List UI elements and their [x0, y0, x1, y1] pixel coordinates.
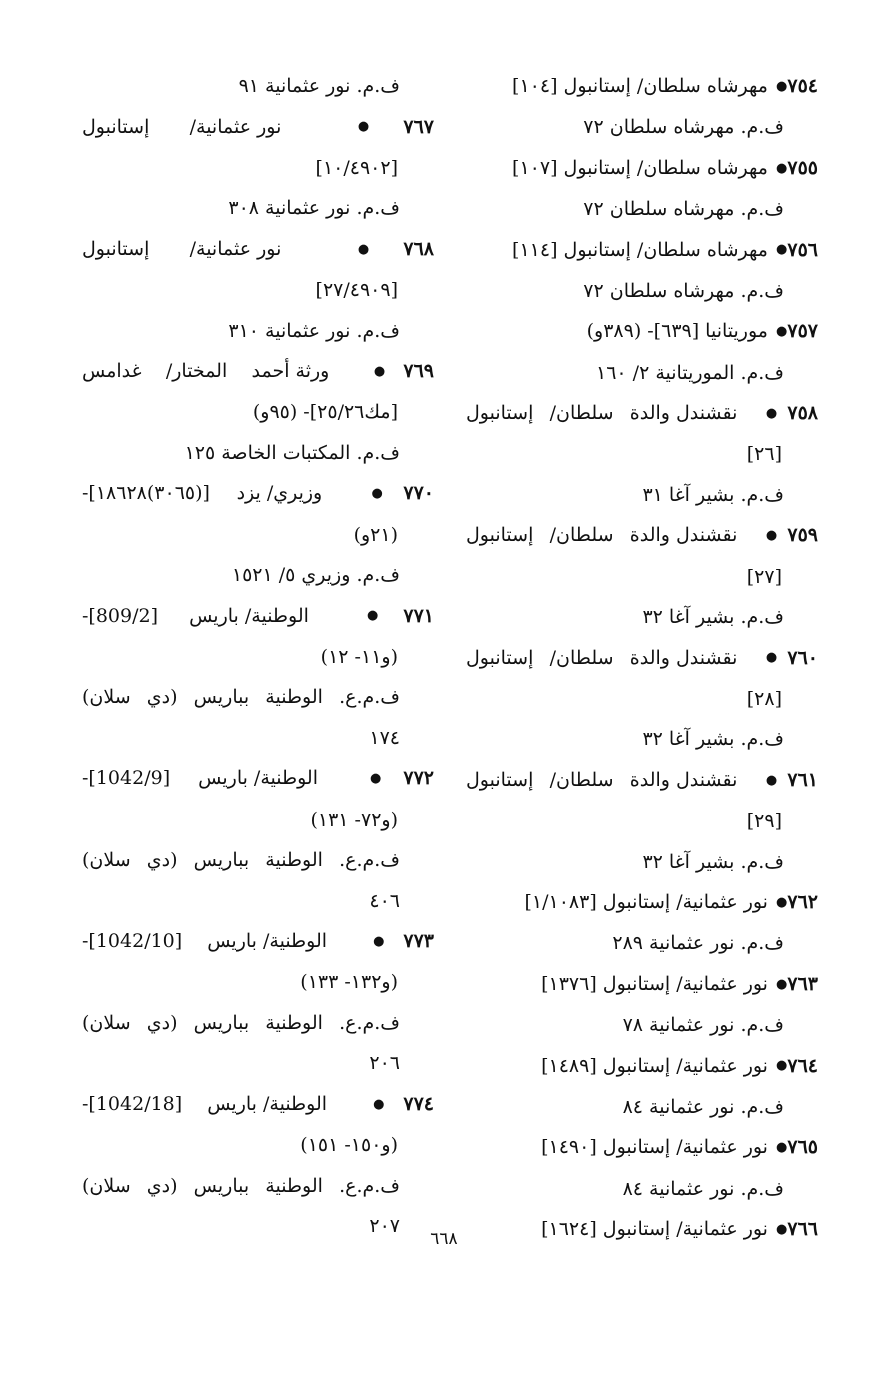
- source-line: ف.م.ع. الوطنية بباريس (دي سلان): [82, 1011, 400, 1034]
- catalog-entry: [82, 758, 434, 921]
- source-line: ف.م. بشير آغا ٣٢: [642, 606, 784, 628]
- source-line: ف.م. نور عثمانية ٨٤: [622, 1095, 784, 1118]
- bullet-icon: ●: [755, 650, 788, 666]
- entry-number: ٧٦٤: [787, 1054, 818, 1077]
- catalog-entry: [466, 638, 818, 760]
- catalog-entry: [82, 107, 434, 229]
- entry-title: الوطنية/ باريس [809/2]-: [82, 604, 309, 627]
- entry-title: وزيري/ يزد [(٣٠٦٥)١٨٦٢٨]-: [82, 482, 323, 505]
- entry-heading: [466, 964, 818, 1005]
- entry-heading: [466, 760, 818, 801]
- catalog-entry: [82, 66, 434, 107]
- catalog-entry: [466, 1127, 818, 1209]
- entry-number: ٧٥٨: [787, 402, 819, 424]
- entry-continuation: [٢٨]: [746, 687, 782, 710]
- entry-title: ورثة أحمد المختار/ غدامس: [82, 360, 330, 382]
- entry-continuation: [١٠/٤٩٠٢]: [315, 156, 398, 179]
- entry-heading: [466, 1046, 818, 1087]
- entry-title: الوطنية/ باريس [1042/9]-: [82, 767, 318, 790]
- bullet-icon: ●: [342, 608, 404, 624]
- entry-continuation: (و٧٢- ١٣١): [310, 808, 398, 831]
- entry-number: ٧٦٠: [787, 646, 819, 669]
- entry-continuation: (٢١و): [353, 523, 398, 546]
- entry-title: نقشندل والدة سلطان/ إستانبول: [466, 402, 738, 424]
- entry-number: ٧٦٥: [787, 1136, 818, 1159]
- entry-source: [466, 189, 818, 230]
- catalog-entry: [82, 229, 434, 351]
- entry-source: [466, 1169, 818, 1210]
- right-column: [466, 66, 818, 1250]
- entry-continuation: [مك٢٥/٢٦]- (٩٥و): [252, 401, 398, 424]
- entry-heading: [82, 1084, 434, 1125]
- entry-title: نقشندل والدة سلطان/ إستانبول: [466, 768, 738, 791]
- catalog-entry: [466, 964, 818, 1046]
- catalog-entry: [82, 351, 434, 473]
- entry-number: ٧٧٢: [403, 767, 434, 790]
- entry-continuation: [٢٩]: [746, 810, 782, 832]
- bullet-icon: ●: [776, 1058, 788, 1074]
- bullet-icon: ●: [354, 933, 404, 949]
- bullet-icon: ●: [755, 772, 788, 788]
- entry-title: نور عثمانية/ إستانبول [١٦٢٤]: [541, 1218, 768, 1240]
- bullet-icon: ●: [776, 242, 788, 258]
- entry-number: ٧٦٨: [403, 237, 434, 260]
- entry-title: نور عثمانية/ إستانبول [١٤٨٩]: [541, 1054, 768, 1077]
- entry-heading: [466, 311, 818, 352]
- entry-heading: [466, 882, 818, 923]
- source-line: ف.م. نور عثمانية ٨٤: [622, 1177, 784, 1200]
- catalog-entry: [466, 515, 818, 637]
- bullet-icon: ●: [776, 1221, 788, 1237]
- entry-title: نور عثمانية/ إستانبول: [82, 237, 282, 260]
- source-line: ف.م. بشير آغا ٣٢: [642, 728, 784, 751]
- entry-heading: [466, 148, 818, 189]
- entry-continuation: [٢٧]: [746, 565, 782, 588]
- entry-title: نور عثمانية/ إستانبول [١٣٧٦]: [541, 972, 768, 995]
- entry-title: مهرشاه سلطان/ إستانبول [١٠٤]: [512, 75, 768, 97]
- source-line: ف.م. نور عثمانية ٧٨: [622, 1014, 784, 1036]
- entry-source: [466, 842, 818, 883]
- entry-source: [82, 840, 434, 921]
- entry-continuation: (و١٣٢- ١٣٣): [300, 971, 398, 994]
- entry-number: ٧٧٤: [403, 1092, 434, 1115]
- entry-number: ٧٦٩: [403, 360, 434, 382]
- source-line: ف.م. مهرشاه سلطان ٧٢: [583, 198, 784, 220]
- entry-title: الوطنية/ باريس [1042/10]-: [82, 930, 328, 952]
- bullet-icon: ●: [776, 78, 788, 94]
- source-line: ف.م. المكتبات الخاصة ١٢٥: [184, 441, 400, 464]
- bullet-icon: ●: [355, 363, 404, 379]
- entry-heading: [466, 230, 818, 271]
- entry-title: نور عثمانية/ إستانبول: [82, 115, 282, 138]
- source-line: ف.م.ع. الوطنية بباريس (دي سلان): [82, 849, 400, 871]
- entry-source: [82, 555, 434, 596]
- source-line: ف.م. نور عثمانية ٣١٠: [228, 319, 400, 342]
- bullet-icon: ●: [776, 894, 788, 910]
- entry-source: [466, 353, 818, 394]
- entry-source: [82, 311, 434, 352]
- source-line: ف.م. بشير آغا ٣٢: [642, 850, 784, 873]
- bullet-icon: ●: [755, 528, 788, 543]
- catalog-entry: [466, 311, 818, 393]
- entry-continuation: [٢٦]: [746, 443, 782, 466]
- bullet-icon: ●: [776, 160, 788, 176]
- entry-heading: [82, 921, 434, 962]
- entry-heading: [82, 473, 434, 514]
- entry-source: [82, 188, 434, 229]
- entry-source: [466, 597, 818, 638]
- entry-source: [82, 1003, 434, 1084]
- entry-heading: [466, 638, 818, 679]
- entry-source: [466, 475, 818, 516]
- source-line: ف.م. نور عثمانية ٩١: [238, 75, 400, 97]
- entry-number: ٧٥٤: [787, 75, 818, 97]
- entry-heading: [466, 1127, 818, 1168]
- entry-source: [82, 677, 434, 758]
- source-line: ف.م.ع. الوطنية بباريس (دي سلان): [82, 686, 400, 709]
- entry-number: ٧٥٥: [787, 156, 818, 179]
- entry-number: ٧٦٧: [403, 115, 434, 138]
- entry-title: نور عثمانية/ إستانبول [١٤٩٠]: [541, 1136, 768, 1159]
- bullet-icon: ●: [755, 405, 788, 421]
- entry-number: ٧٦٦: [787, 1218, 818, 1240]
- entry-title: الوطنية/ باريس [1042/18]-: [82, 1092, 328, 1115]
- source-line: ٢٠٦: [369, 1052, 400, 1075]
- bullet-icon: ●: [776, 324, 788, 339]
- source-line: ف.م. وزيري ٥/ ١٥٢١: [231, 564, 400, 586]
- catalog-entry: [82, 1084, 434, 1247]
- entry-title: نقشندل والدة سلطان/ إستانبول: [466, 646, 738, 669]
- entry-source: [466, 271, 818, 312]
- source-line: ٤٠٦: [369, 889, 400, 912]
- entry-number: ٧٧١: [403, 604, 434, 627]
- entry-heading: [82, 351, 434, 392]
- entry-continuation: (و١٥٠- ١٥١): [300, 1134, 398, 1156]
- entry-heading: [466, 393, 818, 434]
- entry-heading: [82, 596, 434, 637]
- entry-source: [466, 719, 818, 760]
- catalog-entry: [466, 882, 818, 964]
- entry-number: ٧٧٣: [403, 930, 434, 952]
- entry-title: مهرشاه سلطان/ إستانبول [١٠٧]: [512, 156, 768, 179]
- catalog-entry: [82, 596, 434, 759]
- catalog-entry: [82, 473, 434, 595]
- catalog-entry: [466, 148, 818, 230]
- catalog-entry: [466, 393, 818, 515]
- source-line: ف.م. مهرشاه سلطان ٧٢: [583, 279, 784, 302]
- bullet-icon: ●: [776, 1140, 788, 1155]
- entry-source: [82, 66, 434, 107]
- entry-title: موريتانيا [٦٣٩]- (٣٨٩و): [586, 320, 768, 343]
- catalog-entry: [82, 921, 434, 1084]
- source-line: ف.م. مهرشاه سلطان ٧٢: [583, 116, 784, 139]
- entry-title: نقشندل والدة سلطان/ إستانبول: [466, 524, 738, 547]
- source-line: ٢٠٧: [369, 1215, 400, 1237]
- bullet-icon: ●: [323, 241, 404, 257]
- entry-heading: [466, 515, 818, 556]
- entry-number: ٧٥٩: [787, 524, 819, 547]
- entry-source: [466, 1005, 818, 1046]
- entry-heading: [82, 758, 434, 799]
- entry-number: ٧٦٢: [787, 891, 818, 913]
- entry-source: [466, 923, 818, 964]
- source-line: ف.م. نور عثمانية ٣٠٨: [228, 197, 400, 220]
- entry-heading: [82, 107, 434, 148]
- source-line: ١٧٤: [369, 726, 400, 749]
- bullet-icon: ●: [323, 119, 404, 135]
- entry-number: ٧٦١: [787, 768, 819, 791]
- catalog-entry: [466, 230, 818, 312]
- entry-source: [82, 433, 434, 474]
- entry-number: ٧٥٧: [787, 320, 818, 343]
- source-line: ف.م. بشير آغا ٣١: [642, 483, 784, 506]
- entry-number: ٧٦٣: [787, 972, 818, 995]
- entry-heading: [82, 229, 434, 270]
- entry-continuation: [٢٧/٤٩٠٩]: [315, 279, 398, 301]
- bullet-icon: ●: [350, 486, 404, 501]
- catalog-entry: [466, 760, 818, 882]
- source-line: ف.م.ع. الوطنية بباريس (دي سلان): [82, 1174, 400, 1197]
- bullet-icon: ●: [348, 771, 404, 786]
- entry-title: مهرشاه سلطان/ إستانبول [١١٤]: [512, 238, 768, 261]
- bullet-icon: ●: [776, 976, 788, 992]
- left-column: [82, 66, 434, 1247]
- entry-heading: [466, 66, 818, 107]
- catalog-entry: [466, 1046, 818, 1128]
- source-line: ف.م. الموريتانية ٢/ ١٦٠: [596, 361, 784, 384]
- catalog-entry: [466, 66, 818, 148]
- entry-source: [466, 107, 818, 148]
- bullet-icon: ●: [354, 1096, 404, 1112]
- source-line: ف.م. نور عثمانية ٢٨٩: [612, 932, 784, 955]
- page-number: ٦٦٨: [430, 1229, 458, 1249]
- entry-number: ٧٥٦: [787, 238, 818, 261]
- entry-number: ٧٧٠: [403, 482, 434, 505]
- entry-title: نور عثمانية/ إستانبول [١/١٠٨٣]: [524, 891, 768, 913]
- entry-source: [466, 1087, 818, 1128]
- entry-continuation: (و١١- ١٢): [320, 645, 398, 668]
